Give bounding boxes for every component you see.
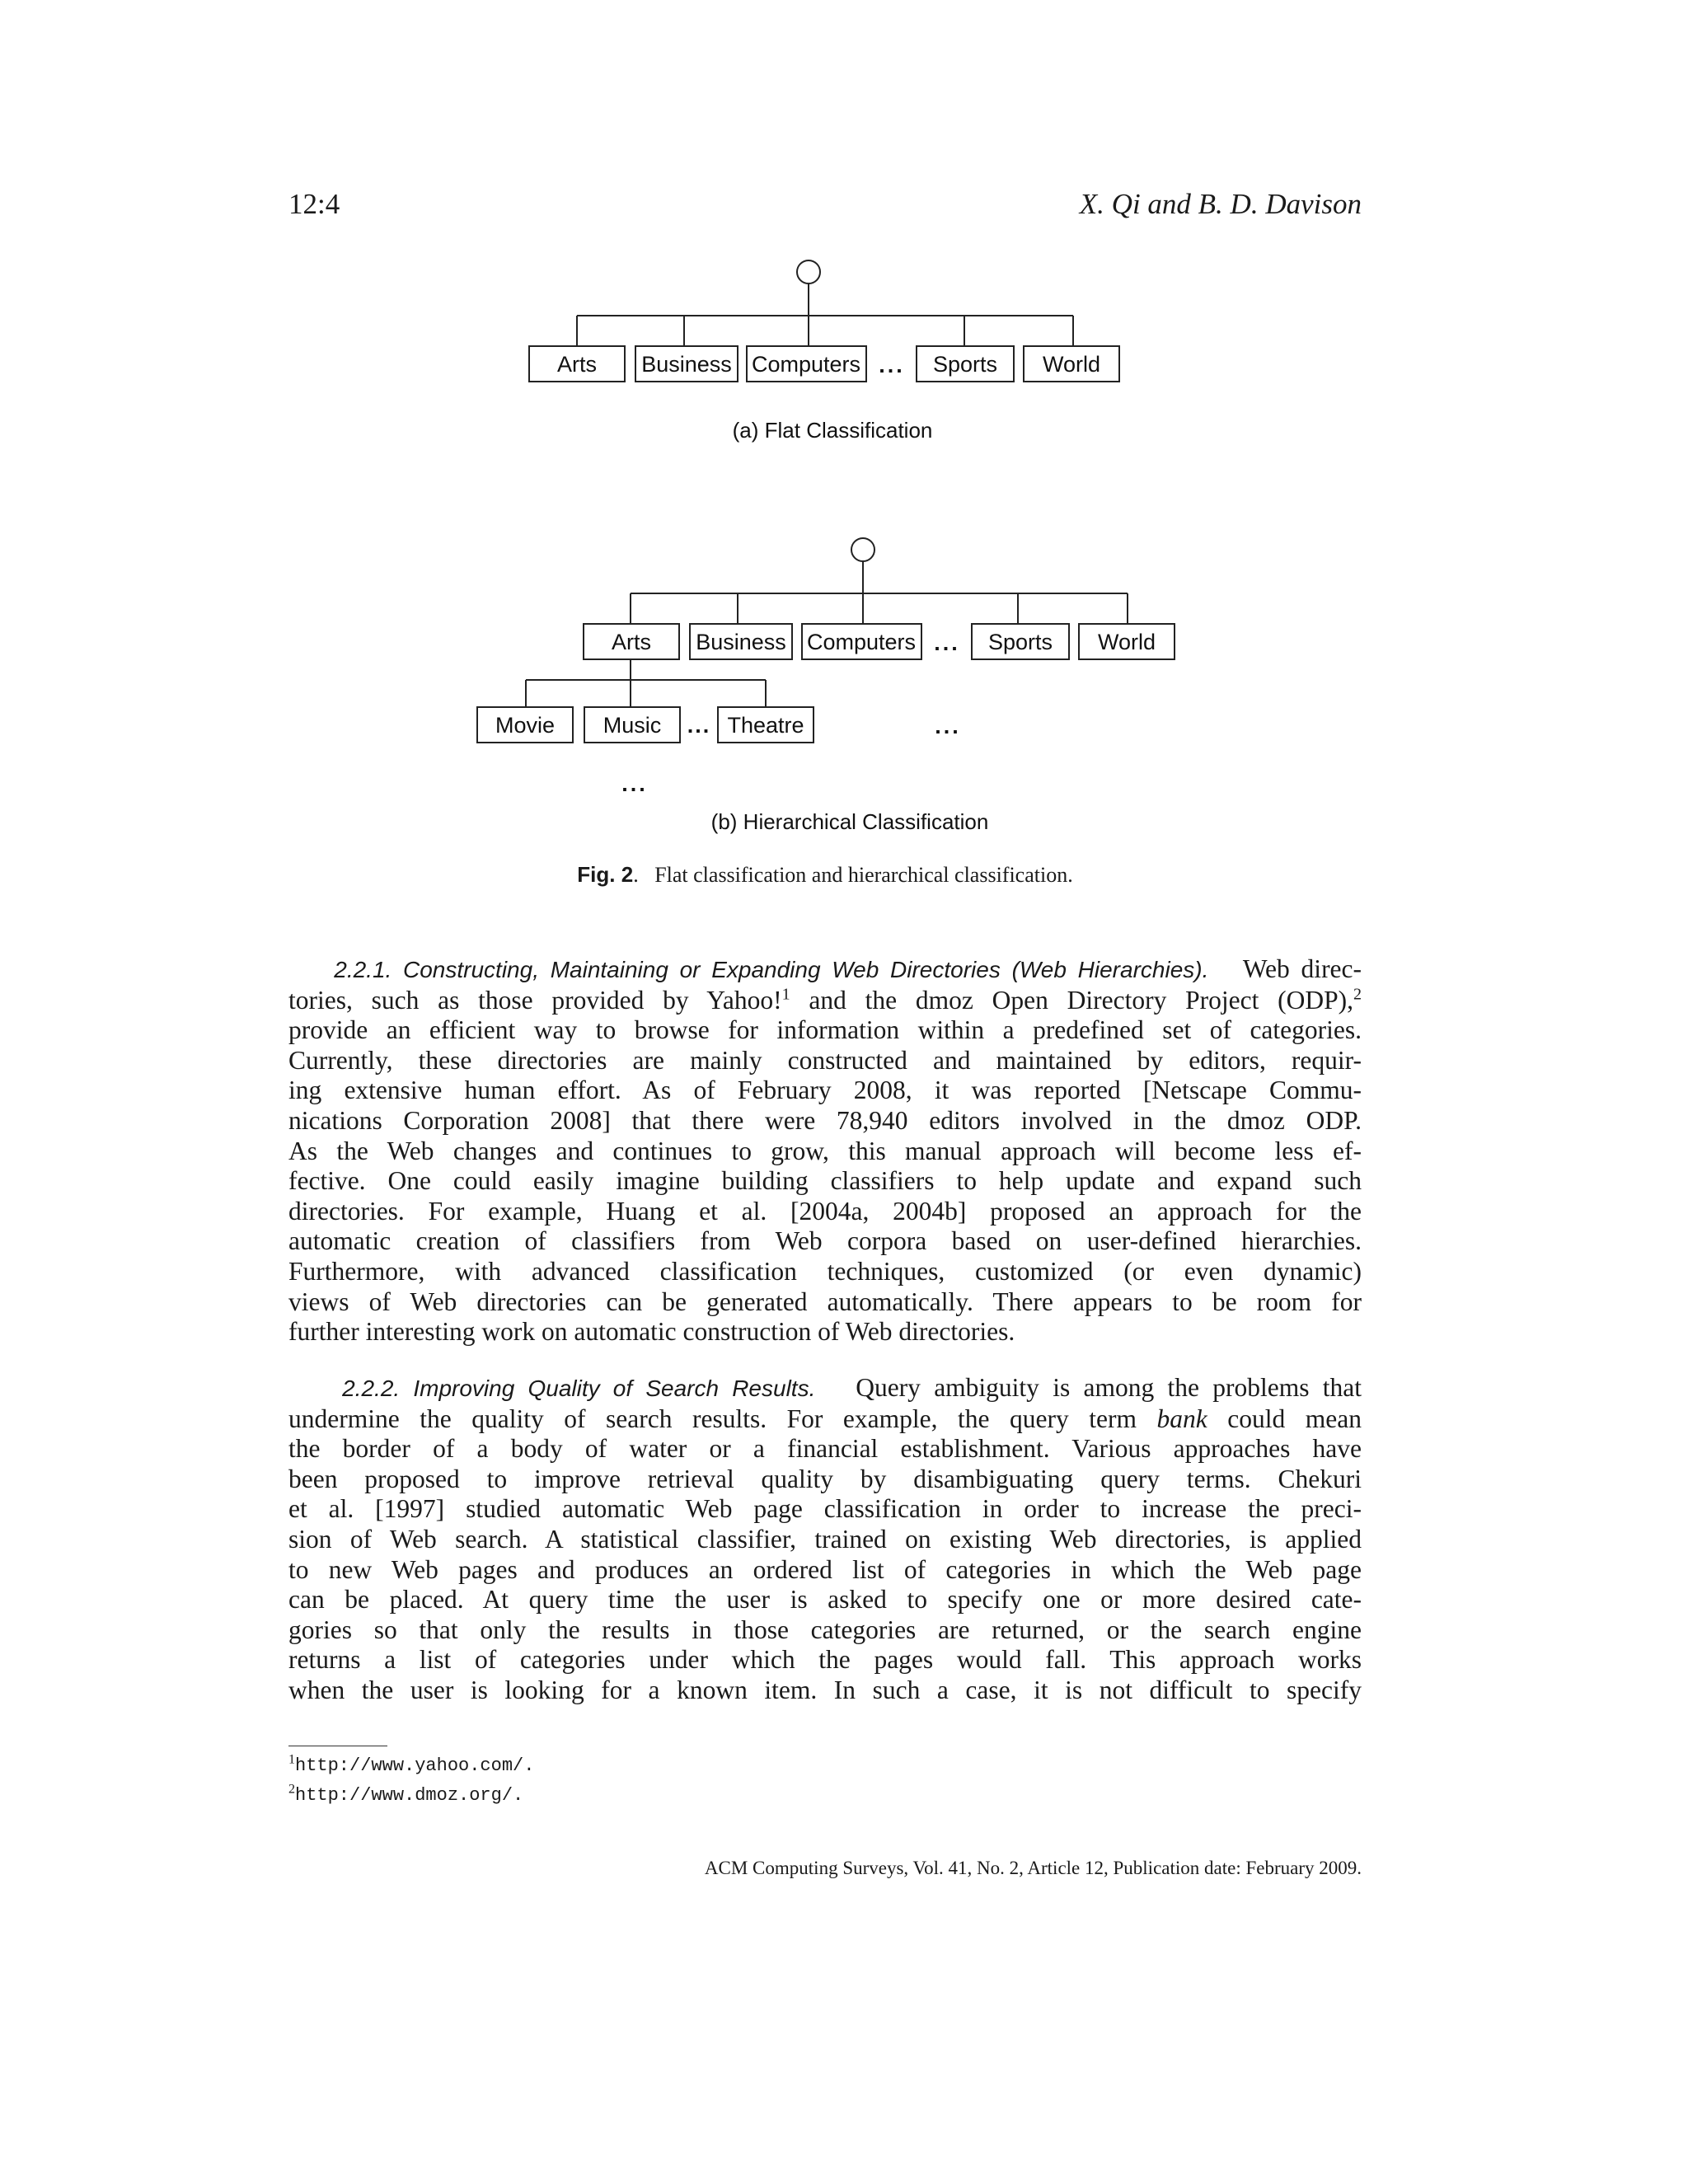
paragraph-line: returns a list of categories under which the pages would fall. This approach works [288,1645,1362,1675]
footnote-url[interactable]: http://www.yahoo.com/. [295,1755,535,1776]
footnote-mark: 1 [781,985,790,1004]
figure-caption-text: Flat classification and hierarchical classification. [654,863,1073,887]
hier-label-sports: Sports [987,630,1053,654]
footnote-2 [288,1782,524,1806]
paragraph-line: undermine the quality of search results. For example, the query term bank could mean [288,1404,1362,1433]
paragraph-line: views of Web directories can be generated automatically. There appears to be room for [288,1286,1362,1316]
paragraph-line: ing extensive human effort. As of February 2008, it was reported [Netscape Commu- [288,1076,1362,1105]
footnote-mark: 2 [288,1782,295,1797]
figure-svg [0,0,1688,907]
hier-label-business: Business [696,630,786,654]
paragraph-line: automatic creation of classifiers from Web corpora based on user-defined hierarchies. [288,1226,1362,1256]
footnote-mark: 1 [288,1752,295,1767]
paragraph-line: provide an efficient way to browse for information within a predefined set of categories. [288,1015,1362,1045]
paragraph-line: As the Web changes and continues to grow, this manual approach will become less ef- [288,1136,1362,1165]
section-2-2-2-paragraph [288,1373,1362,1706]
paragraph-line: nications Corporation 2008] that there were 78,940 editors involved in the dmoz ODP. [288,1105,1362,1135]
paragraph-line: 2.2.2. Improving Quality of Search Results. Query ambiguity is among the problems that [342,1373,1362,1402]
figure-label: Fig. 2 [577,862,634,887]
section-heading: 2.2.2. Improving Quality of Search Results. [342,1376,816,1401]
paragraph-line: et al. [1997] studied automatic Web page classification in order to increase the preci- [288,1494,1362,1524]
hier-label-computers: Computers [806,630,917,654]
flat-root-node [797,260,820,284]
hier-label-world: World [1097,630,1156,654]
paragraph-line: 2.2.1. Constructing, Maintaining or Expanding Web Directories (Web Hierarchies). Web direc- [334,954,1362,983]
paragraph-line: Furthermore, with advanced classification techniques, customized (or even dynamic) [288,1256,1362,1286]
hier-ellipsis-children: ... [687,713,711,738]
flat-label-arts: Arts [556,352,598,377]
flat-label-computers: Computers [751,352,861,377]
footnote-mark: 2 [1353,985,1362,1004]
flat-label-sports: Sports [932,352,998,377]
footnote-1 [288,1752,535,1776]
flat-label-business: Business [641,352,732,377]
paragraph-line: tories, such as those provided by Yahoo!$^1$ and the dmoz Open Directory Project (ODP),$^2$ [288,985,1362,1015]
paragraph-line: fective. One could easily imagine building classifiers to help update and expand such [288,1166,1362,1196]
emphasized-term: bank [1156,1404,1207,1433]
page-number: 12:4 [288,188,340,220]
hier-label-theatre: Theatre [727,713,804,738]
figure-classification-diagrams [0,0,1688,907]
journal-footer: ACM Computing Surveys, Vol. 41, No. 2, Article 12, Publication date: February 2009. [704,1858,1362,1878]
paragraph-line: Currently, these directories are mainly constructed and maintained by editors, requir- [288,1045,1362,1075]
running-authors: X. Qi and B. D. Davison [1079,188,1362,220]
hier-label-music: Music [603,713,662,738]
paragraph-line: directories. For example, Huang et al. [2004a, 2004b] proposed an approach for the [288,1196,1362,1226]
flat-ellipsis: ... [879,353,905,377]
hier-ellipsis-top: ... [934,630,960,655]
hier-label-arts: Arts [611,630,652,654]
section-2-2-1-paragraph [288,954,1362,1347]
paragraph-line: further interesting work on automatic construction of Web directories. [288,1317,1015,1347]
paragraph-line: when the user is looking for a known item. In such a case, it is not difficult to specify [288,1675,1362,1704]
footnote-url[interactable]: http://www.dmoz.org/. [295,1785,524,1806]
hier-subcaption: (b) Hierarchical Classification [710,809,989,834]
paragraph-line: been proposed to improve retrieval quality by disambiguating query terms. Chekuri [288,1464,1362,1493]
paragraph-line: can be placed. At query time the user is asked to specify one or more desired cate- [288,1585,1362,1615]
paragraph-line: gories so that only the results in those categories are returned, or the search engine [288,1615,1362,1644]
section-heading: 2.2.1. Constructing, Maintaining or Expanding Web Directories (Web Hierarchies). [334,957,1209,982]
paragraph-line: the border of a body of water or a financial establishment. Various approaches have [288,1434,1362,1464]
paragraph-line: sion of Web search. A statistical classifier, trained on existing Web directories, is applied [288,1524,1362,1554]
flat-label-world: World [1042,352,1101,377]
paragraph-line: to new Web pages and produces an ordered list of categories in which the Web page [288,1554,1362,1584]
hier-label-movie: Movie [495,713,556,738]
hier-root-node [851,538,874,561]
hier-ellipsis-deeper: ... [621,771,648,796]
hier-ellipsis-other: ... [935,714,961,738]
flat-subcaption: (a) Flat Classification [732,418,933,443]
figure-caption: Fig. 2. Flat classification and hierarchical classification. [577,862,1073,887]
